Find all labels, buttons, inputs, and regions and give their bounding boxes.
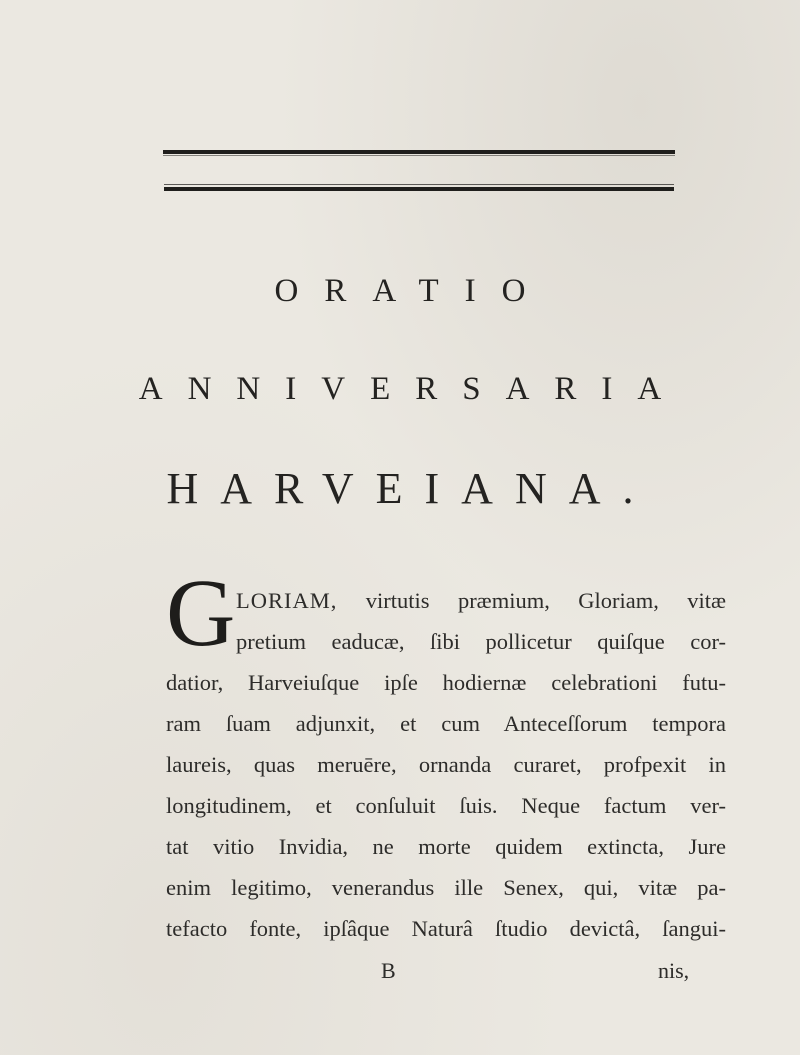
text-line-8: enim legitimo, venerandus ille Senex, qui, vitæ pa-	[166, 875, 726, 900]
text-line-4: ram ſuam adjunxit, et cum Anteceſſorum tempora	[166, 711, 726, 736]
text-line-3: datior, Harveiuſque ipſe hodiernæ celebrationi futu-	[166, 670, 726, 695]
bottom-rule-thin	[164, 184, 674, 185]
text-line-1-rest: virtutis præmium, Gloriam, vitæ	[365, 588, 726, 613]
text-line-9: tefacto fonte, ipſâque Naturâ ſtudio devictâ, ſangui-	[166, 916, 726, 941]
bottom-rule-thick	[164, 187, 674, 191]
title-harveiana: HARVEIANA.	[166, 464, 656, 513]
catchword: nis,	[658, 958, 690, 983]
body-paragraph	[166, 580, 726, 949]
text-line-1-capitals: LORIAM,	[236, 588, 338, 613]
text-line-5: laureis, quas meruēre, ornanda curaret, profpexit in	[166, 752, 726, 777]
top-rule-thin	[163, 155, 675, 156]
top-rule-thick	[163, 150, 675, 154]
text-line-2: pretium eaducæ, ſibi pollicetur quiſque cor-	[236, 629, 726, 654]
drop-cap-initial: G	[166, 559, 236, 666]
text-line-7: tat vitio Invidia, ne morte quidem extincta, Jure	[166, 834, 726, 859]
title-oratio: ORATIO	[274, 273, 552, 309]
text-line-1	[166, 580, 726, 621]
text-line-6: longitudinem, et conſuluit ſuis. Neque factum ver-	[166, 793, 726, 818]
title-anniversaria: ANNIVERSARIA	[138, 371, 687, 407]
signature-mark: B	[381, 958, 396, 983]
